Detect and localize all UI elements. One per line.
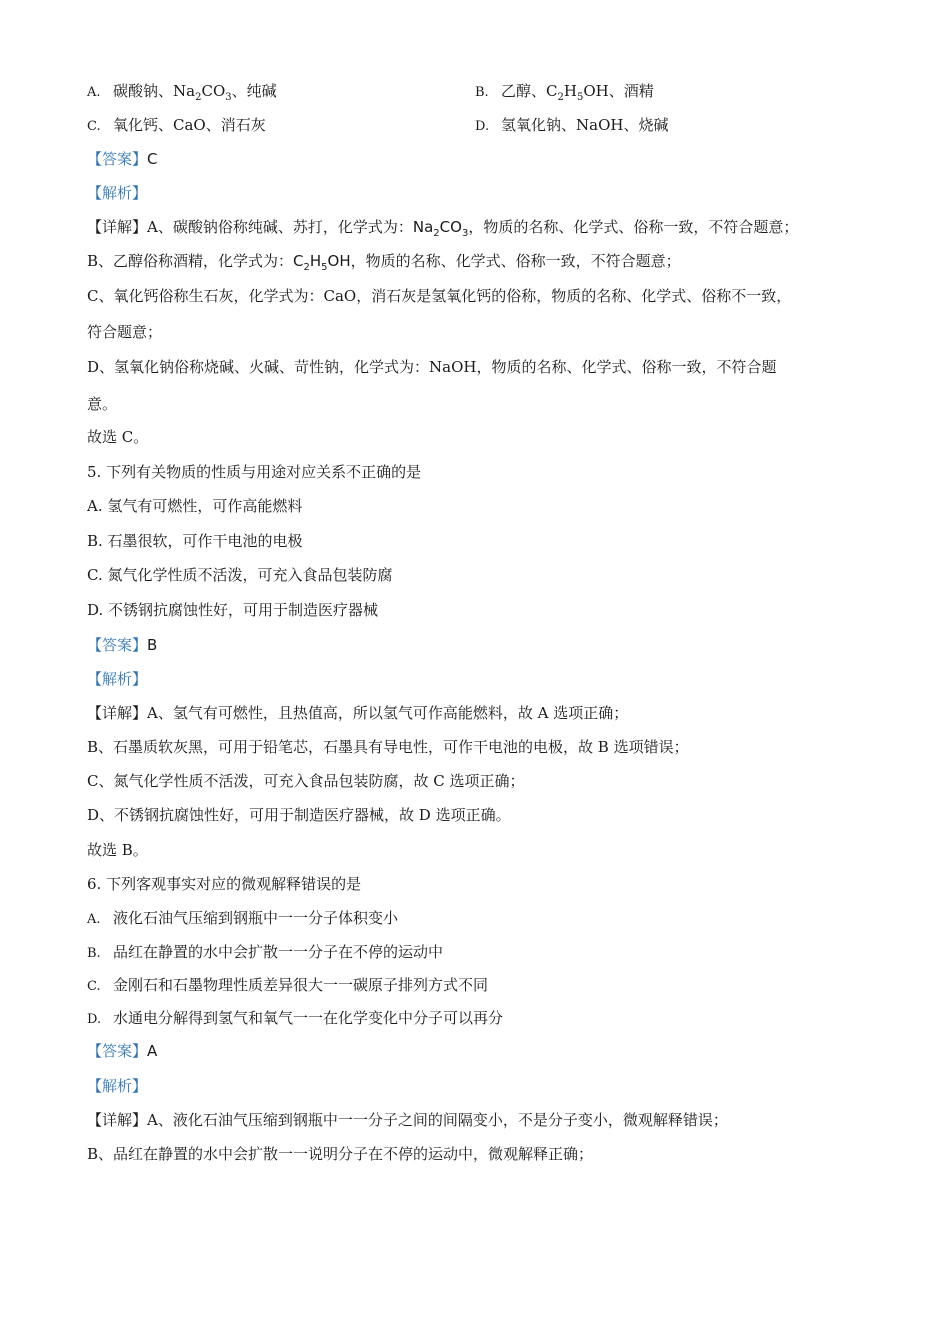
detail-a: 【详解】A、碳酸钠俗称纯碱、苏打，化学式为：$Na_2CO_3$，物质的名称、化学式、俗称一致，不符合题意； (87, 218, 799, 239)
option-d: D. 氢氧化钠、NaOH、烧碱 (475, 116, 669, 134)
question-stem: 6. 下列客观事实对应的微观解释错误的是 (87, 875, 362, 893)
option-c: C. 氧化钙、CaO、消石灰 (87, 116, 266, 134)
conclusion: 故选 C。 (87, 428, 149, 446)
option-c: C. 氮气化学性质不活泼，可充入食品包装防腐 (87, 566, 393, 584)
option-b: B. 乙醇、$C_2H_5OH$、酒精 (475, 82, 654, 103)
detail-b: B、乙醇俗称酒精，化学式为：$C_2H_5OH$，物质的名称、化学式、俗称一致，不符合题意； (87, 252, 681, 273)
answer-line: 【答案】C (87, 150, 158, 168)
option-b: B. 品红在静置的水中会扩散一一分子在不停的运动中 (87, 943, 444, 961)
option-c: C. 金刚石和石墨物理性质差异很大一一碳原子排列方式不同 (87, 976, 489, 994)
detail-d: D、不锈钢抗腐蚀性好，可用于制造医疗器械，故 D 选项正确。 (87, 806, 511, 824)
option-d: D. 水通电分解得到氢气和氧气一一在化学变化中分子可以再分 (87, 1009, 504, 1027)
analysis-label: 【解析】 (87, 1077, 148, 1095)
option-a: A. 液化石油气压缩到钢瓶中一一分子体积变小 (87, 909, 399, 927)
analysis-label: 【解析】 (87, 670, 148, 688)
detail-d-line1: D、氢氧化钠俗称烧碱、火碱、苛性钠，化学式为：NaOH，物质的名称、化学式、俗称一致，不符合题 (87, 358, 777, 376)
detail-a: 【详解】A、液化石油气压缩到钢瓶中一一分子之间的间隔变小，不是分子变小，微观解释错误； (87, 1111, 728, 1129)
answer-line: 【答案】B (87, 636, 158, 654)
detail-d-line2: 意。 (87, 395, 118, 413)
option-b: B. 石墨很软，可作干电池的电极 (87, 532, 303, 550)
question-stem: 5. 下列有关物质的性质与用途对应关系不正确的是 (87, 463, 422, 481)
detail-b: B、品红在静置的水中会扩散一一说明分子在不停的运动中，微观解释正确； (87, 1145, 594, 1163)
detail-b: B、石墨质软灰黑，可用于铅笔芯，石墨具有导电性，可作干电池的电极，故 B 选项错误； (87, 738, 689, 756)
option-a: A. 碳酸钠、$Na_2CO_3$、纯碱 (87, 82, 277, 103)
answer-line: 【答案】A (87, 1042, 158, 1060)
option-a: A. 氢气有可燃性，可作高能燃料 (87, 497, 303, 515)
detail-c-line1: C、氧化钙俗称生石灰，化学式为：CaO，消石灰是氢氧化钙的俗称，物质的名称、化学式、俗称不一致， (87, 287, 792, 305)
detail-a: 【详解】A、氢气有可燃性，且热值高，所以氢气可作高能燃料，故 A 选项正确； (87, 704, 629, 722)
detail-c: C、氮气化学性质不活泼，可充入食品包装防腐，故 C 选项正确； (87, 772, 525, 790)
analysis-label: 【解析】 (87, 184, 148, 202)
conclusion: 故选 B。 (87, 841, 148, 859)
option-d: D. 不锈钢抗腐蚀性好，可用于制造医疗器械 (87, 601, 379, 619)
detail-c-line2: 符合题意； (87, 323, 163, 341)
